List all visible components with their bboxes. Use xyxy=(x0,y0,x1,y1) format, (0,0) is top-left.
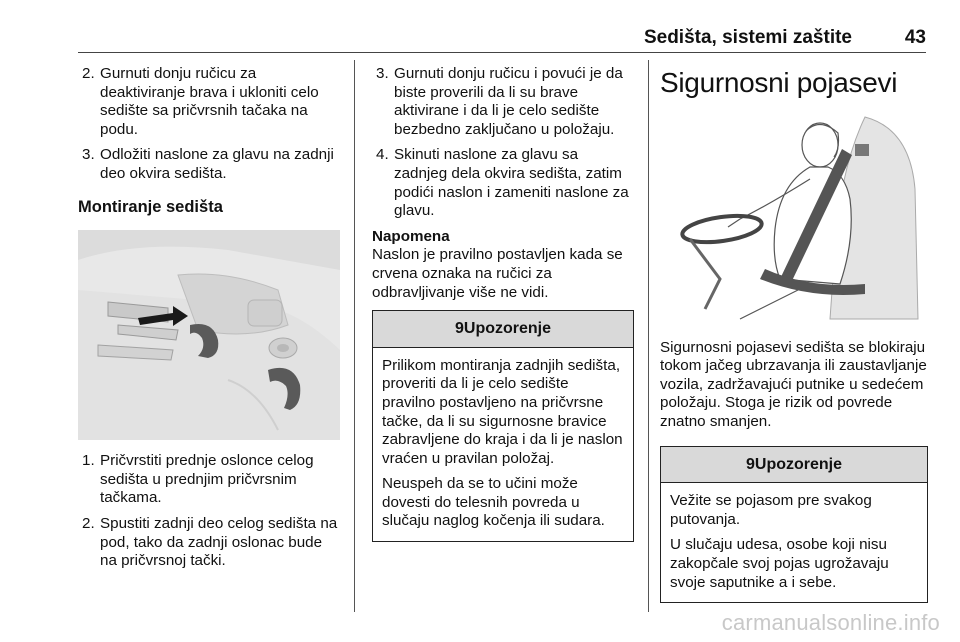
header-rule xyxy=(78,52,926,53)
warning-text: Vežite se pojasom pre svakog putovanja. xyxy=(670,492,872,528)
step-list xyxy=(372,65,634,221)
warning-text: Prilikom montiranja zadnjih sedišta, proveriti da li je celo sedište pravilno postavljeno na pričvrsne tačke, da li su sigurnosne bravice zabravljene do kraja i da li je naslon vraćen u pravilan položaj. xyxy=(382,356,623,467)
seatbelt-illustration xyxy=(660,109,922,321)
column-1 xyxy=(78,65,340,578)
warning-icon: 9 xyxy=(745,455,755,473)
list-item: 1. Pričvrstiti prednje oslonce celog sedišta u prednjim pričvrsnim tačkama. xyxy=(82,452,314,507)
note-text: Naslon je pravilno postavljen kada se crvena oznaka na ručici za odbravljivanje više ne vidi. xyxy=(372,246,623,301)
list-item: 3. Gurnuti donju ručicu i povući je da biste proverili da li su brave aktivirane i da li je celo sedište bezbedno zaključano u položaju. xyxy=(376,65,623,138)
warning-header xyxy=(373,311,633,348)
warning-body xyxy=(373,348,633,541)
note-title: Napomena xyxy=(372,227,450,245)
section-title: Sigurnosni pojasevi xyxy=(660,67,898,98)
warning-body xyxy=(661,483,927,602)
warning-icon: 9 xyxy=(454,320,464,338)
warning-title: Upozorenje xyxy=(463,320,552,338)
page-number: 43 xyxy=(904,27,926,48)
warning-box xyxy=(660,446,928,604)
section-title: Montiranje sedišta xyxy=(78,197,223,216)
step-list xyxy=(78,65,340,184)
list-item: 2. Gurnuti donju ručicu za deaktiviranje brava i ukloniti celo sedište sa pričvrsnih tačaka na podu. xyxy=(82,65,319,138)
page-header-title: Sedišta, sistemi zaštite xyxy=(643,27,852,48)
column-divider xyxy=(648,60,649,612)
warning-text: U slučaju udesa, osobe koji nisu zakopčale svoj pojas ugrožavaju svoje saputnike a i sebe. xyxy=(670,536,889,591)
seat-mounting-illustration xyxy=(78,230,340,440)
column-2 xyxy=(372,65,634,542)
column-3 xyxy=(660,65,928,603)
watermark: carmanualsonline.info xyxy=(721,610,940,635)
intro-paragraph: Sigurnosni pojasevi sedišta se blokiraju tokom jačeg ubrzavanja ili zaustavljanje vozila, zadržavajući putnike u sedećem položaju. Stoga je rizik od povrede znatno smanjen. xyxy=(660,338,927,430)
list-item: 3. Odložiti naslone za glavu na zadnji deo okvira sedišta. xyxy=(82,146,334,182)
list-item: 2. Spustiti zadnji deo celog sedišta na pod, tako da zadnji oslonac bude na pričvrsnoj tački. xyxy=(82,514,338,570)
step-list xyxy=(78,452,340,571)
warning-text: Neuspeh da se to učini može dovesti do telesnih povreda u slučaju naglog kočenja ili sudara. xyxy=(382,475,605,530)
warning-header xyxy=(661,447,927,484)
column-divider xyxy=(354,60,355,612)
warning-box xyxy=(372,310,634,542)
list-item: 4. Skinuti naslone za glavu sa zadnjeg dela okvira sedišta, zatim podići naslon i zameniti naslone za glavu. xyxy=(376,146,629,220)
warning-title: Upozorenje xyxy=(754,455,843,473)
